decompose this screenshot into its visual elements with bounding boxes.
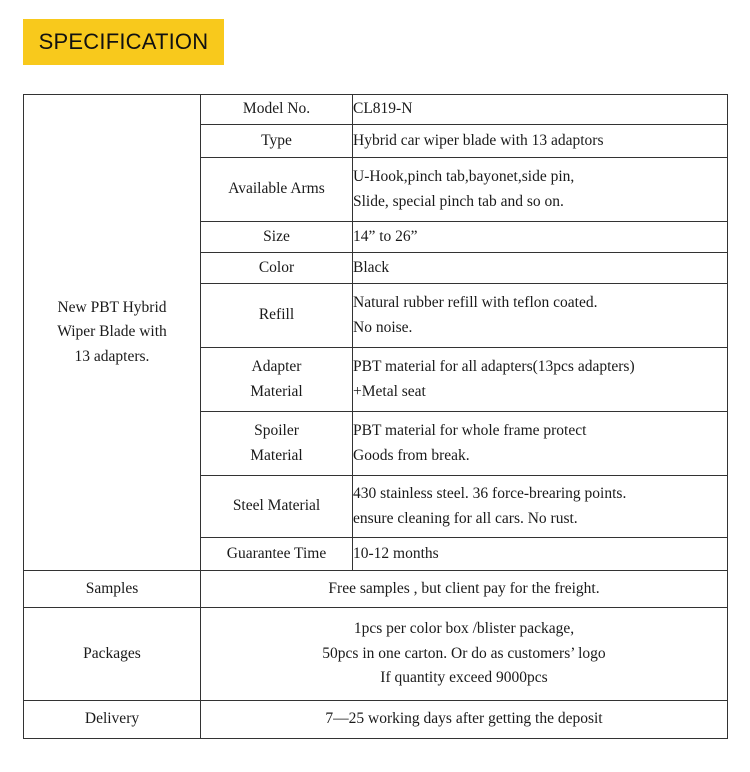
spec-value [353,253,728,284]
table-row-delivery [24,701,728,739]
label-line: Adapter [251,358,302,375]
value-line: 50pcs in one carton. Or do as customers’ logo [322,644,606,662]
spec-label [201,125,353,158]
product-name-cell [24,95,201,571]
delivery-label [24,701,201,739]
value-line: 430 stainless steel. 36 force-brearing points. [353,485,627,502]
spec-label [201,538,353,571]
value-line: ensure cleaning for all cars. No rust. [353,509,578,527]
samples-value [201,571,728,608]
value-text: 7—25 working days after getting the deposit [325,710,603,728]
label-line: Spoiler [254,422,299,439]
spec-value [353,412,728,476]
label-line: Material [250,446,303,464]
table-row-samples [24,571,728,608]
value-line: Natural rubber refill with teflon coated. [353,294,598,311]
spec-value [353,158,728,222]
value-text: 10-12 months [353,544,439,562]
specification-heading [23,19,224,65]
label-text: Delivery [84,710,140,728]
value-text: Free samples , but client pay for the freight. [328,579,600,597]
spec-value [353,476,728,538]
label-text: Guarantee Time [226,544,327,562]
label-text: Color [258,258,295,276]
value-line: 1pcs per color box /blister package, [353,620,575,638]
label-text: Packages [83,644,141,662]
spec-label [201,284,353,348]
samples-label [24,571,201,608]
value-line: Goods from break. [353,446,470,464]
spec-label [201,476,353,538]
label-text: Samples [85,579,139,597]
label-text: Size [263,227,290,245]
spec-value [353,95,728,125]
value-text: Black [353,258,390,276]
value-text: Hybrid car wiper blade with 13 adaptors [353,131,604,149]
label-text: Available Arms [228,180,325,198]
product-name-line: New PBT Hybrid [57,298,167,316]
label-line: Material [250,382,303,400]
value-line: +Metal seat [353,382,426,400]
value-line: PBT material for whole frame protect [353,422,587,439]
label-text: Steel Material [232,497,321,515]
value-line: No noise. [353,318,413,336]
spec-label [201,348,353,412]
spec-label [201,222,353,253]
product-name-line: 13 adapters. [74,347,150,365]
spec-label [201,95,353,125]
delivery-value [201,701,728,739]
value-text: CL819-N [353,100,413,118]
value-line: Slide, special pinch tab and so on. [353,192,564,210]
value-line: U-Hook,pinch tab,bayonet,side pin, [353,168,575,185]
spec-value [353,348,728,412]
spec-label [201,253,353,284]
value-line: PBT material for all adapters(13pcs adapters) [353,358,635,375]
product-name-line: Wiper Blade with [57,323,167,341]
spec-label [201,158,353,222]
spec-label [201,412,353,476]
label-text: Type [261,131,292,149]
label-text: Refill [258,306,295,324]
table-row-packages [24,608,728,701]
spec-value [353,284,728,348]
specification-heading-text: SPECIFICATION [38,29,209,54]
table-row [24,95,728,125]
value-line: If quantity exceed 9000pcs [380,669,548,687]
label-text: Model No. [242,100,311,118]
spec-value [353,538,728,571]
packages-label [24,608,201,701]
spec-value [353,125,728,158]
specification-table [23,94,728,739]
value-text: 14” to 26” [353,227,418,245]
packages-value [201,608,728,701]
spec-value [353,222,728,253]
